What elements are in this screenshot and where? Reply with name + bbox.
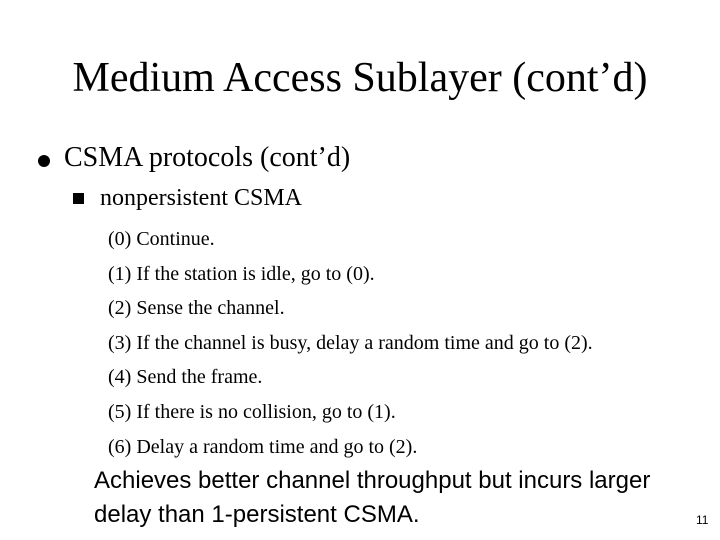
algorithm-step: (2) Sense the channel. bbox=[108, 297, 285, 320]
summary-line: delay than 1-persistent CSMA. bbox=[94, 501, 420, 528]
round-bullet-icon bbox=[38, 155, 50, 167]
algorithm-steps-list bbox=[108, 222, 593, 464]
sub-bullet-nonpersistent-csma: nonpersistent CSMA bbox=[100, 185, 303, 211]
algorithm-step: (3) If the channel is busy, delay a random time and go to (2). bbox=[108, 331, 593, 354]
bullet-csma-protocols: CSMA protocols (cont’d) bbox=[64, 142, 351, 173]
algorithm-step: (4) Send the frame. bbox=[108, 366, 263, 389]
algorithm-step: (6) Delay a random time and go to (2). bbox=[108, 435, 418, 458]
summary-line: Achieves better channel throughput but incurs larger bbox=[94, 467, 651, 494]
algorithm-step: (5) If there is no collision, go to (1). bbox=[108, 400, 396, 423]
slide-title: Medium Access Sublayer (cont’d) bbox=[72, 55, 648, 101]
square-bullet-icon bbox=[73, 193, 84, 204]
page-number: 11 bbox=[696, 513, 709, 527]
algorithm-step: (1) If the station is idle, go to (0). bbox=[108, 262, 375, 285]
algorithm-step: (0) Continue. bbox=[108, 228, 215, 250]
summary-text bbox=[94, 464, 694, 532]
